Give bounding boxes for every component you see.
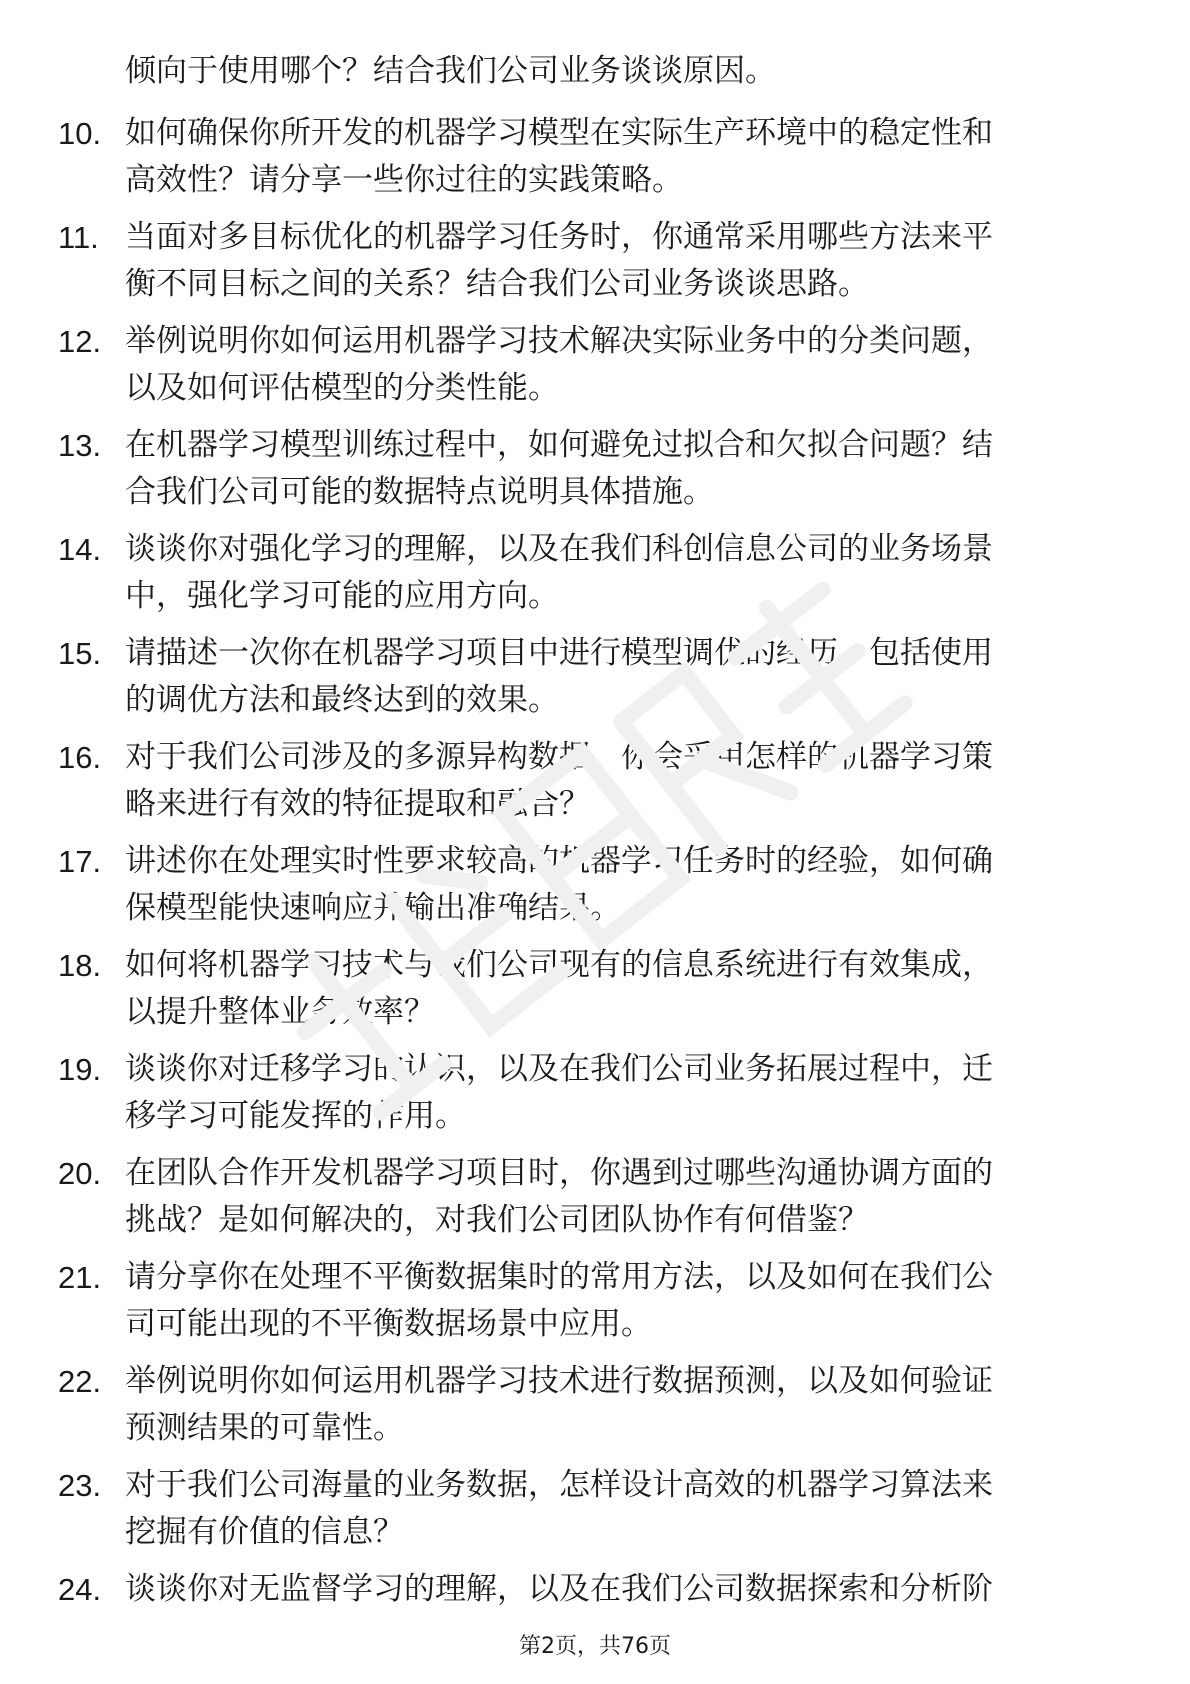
question-line: 保模型能快速响应并输出准确结果。 [125, 890, 621, 926]
question-number: 10. [58, 116, 102, 151]
question-number: 15. [58, 636, 102, 671]
question-item [0, 422, 1190, 526]
question-number: 18. [58, 948, 102, 983]
question-text [125, 838, 1115, 932]
question-line: 举例说明你如何运用机器学习技术解决实际业务中的分类问题， [125, 323, 993, 359]
question-line: 挑战？是如何解决的，对我们公司团队协作有何借鉴？ [125, 1202, 869, 1238]
question-list [0, 110, 1190, 1670]
question-line: 如何确保你所开发的机器学习模型在实际生产环境中的稳定性和 [125, 115, 993, 151]
question-line: 高效性？请分享一些你过往的实践策略。 [125, 162, 683, 198]
question-text [125, 1462, 1115, 1556]
question-line: 移学习可能发挥的作用。 [125, 1098, 466, 1134]
question-text [125, 734, 1115, 828]
question-number: 24. [58, 1572, 102, 1607]
question-number: 22. [58, 1364, 102, 1399]
question-number: 13. [58, 428, 102, 463]
question-item [0, 1462, 1190, 1566]
page-footer: 第2页，共76页 [519, 1634, 671, 1659]
question-item [0, 1254, 1190, 1358]
question-line: 预测结果的可靠性。 [125, 1410, 404, 1446]
question-line: 以提升整体业务效率？ [125, 994, 435, 1030]
question-text [125, 1358, 1115, 1452]
question-number: 14. [58, 532, 102, 567]
question-text [125, 1046, 1115, 1140]
question-text [125, 422, 1115, 516]
question-number: 17. [58, 844, 102, 879]
question-line: 挖掘有价值的信息？ [125, 1514, 404, 1550]
continuation-text: 倾向于使用哪个？结合我们公司业务谈谈原因。 [125, 53, 776, 89]
question-line: 对于我们公司海量的业务数据，怎样设计高效的机器学习算法来 [125, 1467, 993, 1503]
question-line: 请分享你在处理不平衡数据集时的常用方法，以及如何在我们公 [125, 1259, 993, 1295]
question-line: 当面对多目标优化的机器学习任务时，你通常采用哪些方法来平 [125, 219, 993, 255]
question-line: 谈谈你对迁移学习的认识，以及在我们公司业务拓展过程中，迁 [125, 1051, 993, 1087]
question-item [0, 214, 1190, 318]
question-line: 司可能出现的不平衡数据场景中应用。 [125, 1306, 652, 1342]
question-line: 中，强化学习可能的应用方向。 [125, 578, 559, 614]
question-item [0, 734, 1190, 838]
question-line: 谈谈你对强化学习的理解，以及在我们科创信息公司的业务场景 [125, 531, 993, 567]
question-item [0, 1046, 1190, 1150]
question-text [125, 1566, 1115, 1613]
question-item [0, 942, 1190, 1046]
question-line: 略来进行有效的特征提取和融合？ [125, 786, 590, 822]
question-line: 以及如何评估模型的分类性能。 [125, 370, 559, 406]
question-text [125, 214, 1115, 308]
question-number: 20. [58, 1156, 102, 1191]
question-item [0, 526, 1190, 630]
question-line: 如何将机器学习技术与我们公司现有的信息系统进行有效集成， [125, 947, 993, 983]
question-text [125, 110, 1115, 204]
question-item [0, 1150, 1190, 1254]
question-item [0, 318, 1190, 422]
question-number: 16. [58, 740, 102, 775]
question-line: 在机器学习模型训练过程中，如何避免过拟合和欠拟合问题？结 [125, 427, 993, 463]
question-line: 讲述你在处理实时性要求较高的机器学习任务时的经验，如何确 [125, 843, 993, 879]
question-line: 对于我们公司涉及的多源异构数据，你会采用怎样的机器学习策 [125, 739, 993, 775]
question-line: 的调优方法和最终达到的效果。 [125, 682, 559, 718]
question-item [0, 838, 1190, 942]
question-text [125, 1254, 1115, 1348]
question-number: 21. [58, 1260, 102, 1295]
question-number: 19. [58, 1052, 102, 1087]
question-text [125, 318, 1115, 412]
question-item [0, 630, 1190, 734]
question-number: 12. [58, 324, 102, 359]
question-text [125, 630, 1115, 724]
question-line: 在团队合作开发机器学习项目时，你遇到过哪些沟通协调方面的 [125, 1155, 993, 1191]
question-number: 11. [58, 220, 99, 255]
question-text [125, 942, 1115, 1036]
question-text [125, 526, 1115, 620]
question-item [0, 110, 1190, 214]
question-text [125, 1150, 1115, 1244]
question-number: 23. [58, 1468, 102, 1503]
question-line: 举例说明你如何运用机器学习技术进行数据预测，以及如何验证 [125, 1363, 993, 1399]
question-line: 谈谈你对无监督学习的理解，以及在我们公司数据探索和分析阶 [125, 1571, 993, 1607]
question-line: 合我们公司可能的数据特点说明具体措施。 [125, 474, 714, 510]
question-line: 请描述一次你在机器学习项目中进行模型调优的经历，包括使用 [125, 635, 993, 671]
question-line: 衡不同目标之间的关系？结合我们公司业务谈谈思路。 [125, 266, 869, 302]
question-item [0, 1358, 1190, 1462]
